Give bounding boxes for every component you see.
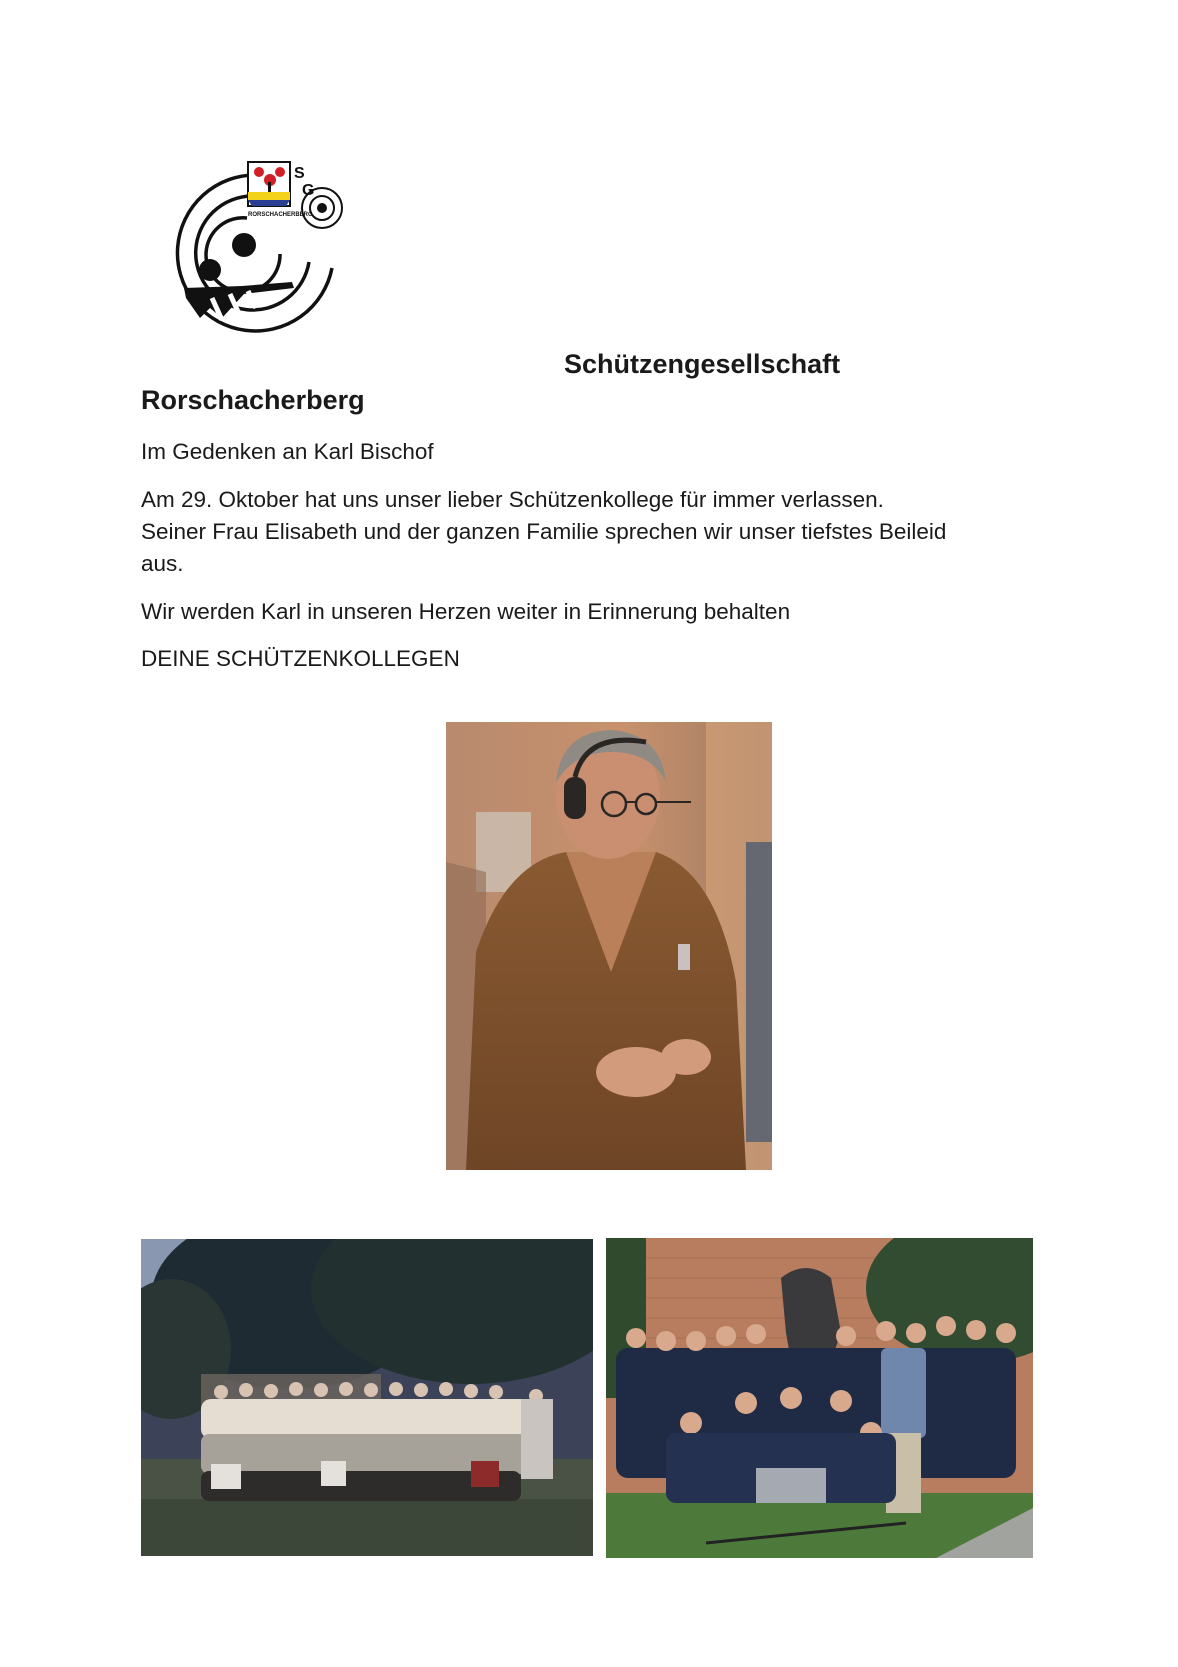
paragraph-line: Am 29. Oktober hat uns unser lieber Schützenkollege für immer verlassen. [141, 487, 884, 512]
condolence-paragraph [141, 484, 1021, 580]
signoff-line: DEINE SCHÜTZENKOLLEGEN [141, 646, 460, 671]
logo-letter-s: S [294, 165, 305, 182]
paragraph-line: aus. [141, 551, 184, 576]
group-photo-historic [141, 1239, 593, 1556]
remembrance-line: Wir werden Karl in unseren Herzen weiter in Erinnerung behalten [141, 599, 791, 624]
portrait-photo [446, 722, 772, 1170]
paragraph-line: Seiner Frau Elisabeth und der ganzen Familie sprechen wir unser tiefstes Beileid [141, 519, 947, 544]
group-photo-recent [606, 1238, 1033, 1558]
page-title-line2: Rorschacherberg [141, 385, 365, 415]
dedication-line: Im Gedenken an Karl Bischof [141, 439, 434, 464]
logo-letter-g: G [302, 182, 315, 199]
club-logo [162, 158, 352, 338]
page-title-line1: Schützengesellschaft [564, 349, 841, 379]
logo-band-text: RORSCHACHERBERG [248, 212, 313, 218]
